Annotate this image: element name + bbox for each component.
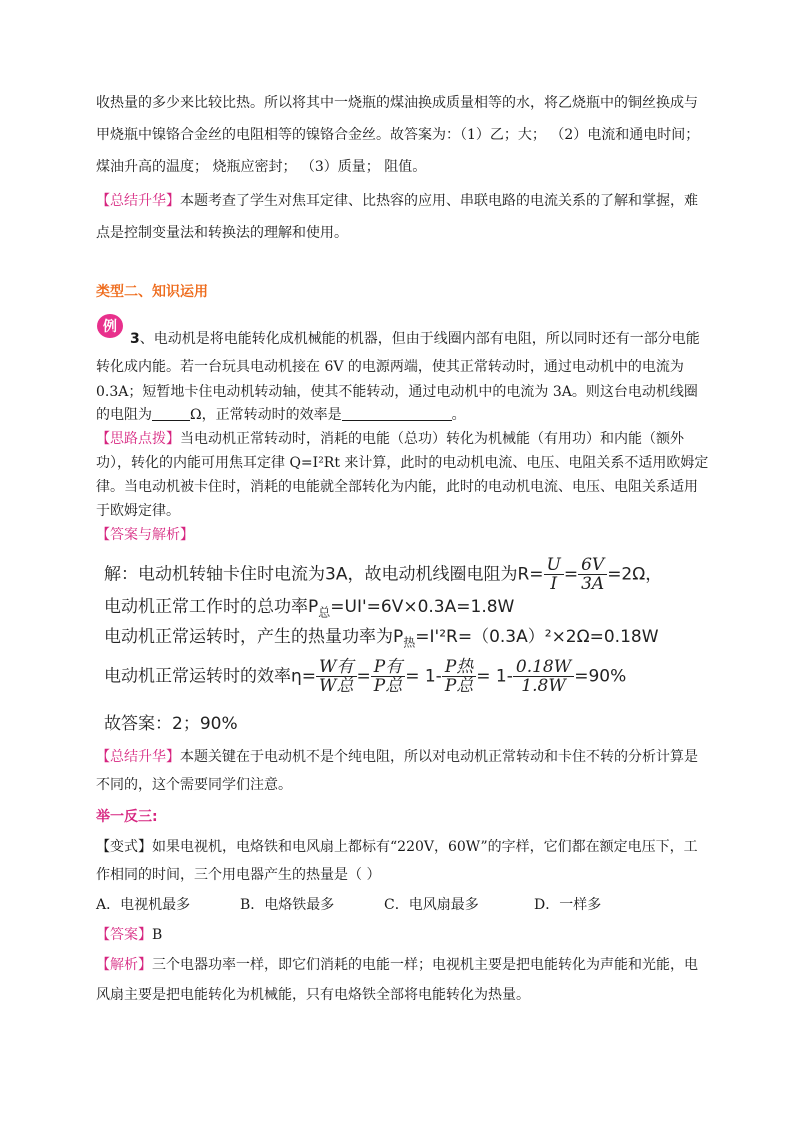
summary-text: 本题考查了学生对焦耳定律、比热容的应用、串联电路的电流关系的了解和掌握，难	[180, 193, 698, 209]
solution-line: 电动机正常运转时的效率η= $\frac{\text{W有}}{\text{W总}}$ = $\frac{\text{P有}}{\text{P总}}$ = 1- $\frac{\text{P热}}{\text{P总}}$ = 1- $\frac{0.18W}{1.8W}$ =90%	[104, 657, 627, 696]
question-text: 的电阻为	[96, 407, 152, 423]
question-line	[130, 328, 750, 350]
paragraph-line: 收热量的多少来比较比热。所以将其中一烧瓶的煤油换成质量相等的水，将乙烧瓶中的铜丝换成与	[96, 95, 698, 111]
solution-line: 电动机正常工作时的总功率$P_总=UI'=6V\times 0.3A=1.8W$	[104, 597, 515, 620]
paragraph-line: 点是控制变量法和转换法的理解和使用。	[96, 225, 348, 241]
fraction: $\frac{6V}{3A}$	[578, 556, 607, 593]
hint-block	[96, 428, 716, 450]
variant-line: 作相同的时间，三个用电器产生的热量是（ ）	[96, 867, 381, 883]
question-number: 3	[130, 331, 140, 347]
question-text: 、电动机是将电能转化成机械能的机器，但由于线圈内部有电阻，所以同时还有一部分电能	[139, 331, 700, 347]
solution-answer: 故答案：2；90%	[104, 714, 238, 734]
answer-value: B	[152, 927, 163, 943]
solution-line: 电动机正常运转时，产生的热量功率为$P_热=I'^2R=(0.3A)^2\times 2\Omega=0.18W$	[104, 627, 659, 650]
hint-line: 功），转化的内能可用焦耳定律 Q=I²Rt 来计算，此时的电动机电流、电压、电阻关系不适用欧姆定	[96, 455, 709, 471]
analysis-line: 风扇主要是把电能转化为机械能，只有电烙铁全部将电能转化为热量。	[96, 987, 530, 1003]
variant-text: 如果电视机，电烙铁和电风扇上都标有“220V，60W”的字样，它们都在额定电压下，工	[152, 839, 698, 855]
answer-analysis-tag: 【答案与解析】	[96, 527, 194, 543]
summary-block	[96, 746, 716, 768]
fraction: $\frac{U}{I}$	[544, 556, 564, 593]
question-line: 转化成内能。若一台玩具电动机接在 6V 的电源两端，使其正常转动时，通过电动机中的电流为	[96, 359, 684, 375]
variant-tag: 【变式】	[96, 839, 152, 855]
question-text: Ω，正常转动时的效率是	[190, 407, 342, 423]
answer-block	[96, 924, 716, 946]
section-heading: 类型二、知识运用	[96, 284, 208, 300]
summary-text: 本题关键在于电动机不是个纯电阻，所以对电动机正常转动和卡住不转的分析计算是	[180, 749, 698, 765]
fraction: $\frac{\text{P有}}{\text{P总}}$	[371, 658, 405, 695]
fraction: $\frac{\text{W有}}{\text{W总}}$	[316, 658, 356, 695]
paragraph-line: 煤油升高的温度； 烧瓶应密封； （3）质量； 阻值。	[96, 159, 427, 175]
question-line	[96, 404, 716, 426]
summary-block	[96, 190, 716, 212]
option-b[interactable]: B．电烙铁最多	[240, 897, 335, 913]
example-badge-icon	[96, 311, 126, 341]
summary-tag: 【总结升华】	[96, 193, 180, 209]
option-d[interactable]: D．一样多	[534, 897, 602, 913]
question-line: 0.3A；短暂地卡住电动机转动轴，使其不能转动，通过电动机中的电流为 3A。则这台电动机线圈	[96, 384, 698, 400]
answer-tag: 【答案】	[96, 927, 152, 943]
hint-line: 于欧姆定律。	[96, 503, 180, 519]
option-c[interactable]: C．电风扇最多	[384, 897, 479, 913]
practice-heading: 举一反三:	[96, 809, 158, 825]
hint-text: 当电动机正常转动时，消耗的电能（总功）转化为机械能（有用功）和内能（额外	[180, 431, 684, 447]
summary-tag: 【总结升华】	[96, 749, 180, 765]
hint-tag: 【思路点拨】	[96, 431, 180, 447]
solution-line: 解：电动机转轴卡住时电流为3A，故电动机线圈电阻为R= $\frac{U}{I}$ = $\frac{6V}{3A}$ =2Ω，	[104, 555, 663, 594]
fraction: $\frac{0.18W}{1.8W}$	[513, 658, 574, 695]
analysis-tag: 【解析】	[96, 957, 152, 973]
fraction: $\frac{\text{P热}}{\text{P总}}$	[442, 658, 476, 695]
answer-blank	[342, 406, 452, 421]
paragraph-line: 甲烧瓶中镍铬合金丝的电阻相等的镍铬合金丝。故答案为：（1）乙；大； （2）电流和通电时间；	[96, 127, 700, 143]
option-a[interactable]: A．电视机最多	[96, 897, 191, 913]
solution-text: 解：电动机转轴卡住时电流为3A，故电动机线圈电阻为R=	[104, 564, 544, 585]
analysis-block	[96, 954, 716, 976]
hint-line: 律。当电动机被卡住时，消耗的电能就全部转化为内能，此时的电动机电流、电压、电阻关系适用	[96, 479, 698, 495]
paragraph-line: 不同的，这个需要同学们注意。	[96, 777, 292, 793]
question-text: 。	[451, 407, 466, 423]
badge-label: 例	[103, 319, 117, 335]
analysis-text: 三个电器功率一样，即它们消耗的电能一样；电视机主要是把电能转化为声能和光能，电	[152, 957, 698, 973]
answer-blank	[152, 406, 190, 421]
variant-block	[96, 836, 716, 858]
